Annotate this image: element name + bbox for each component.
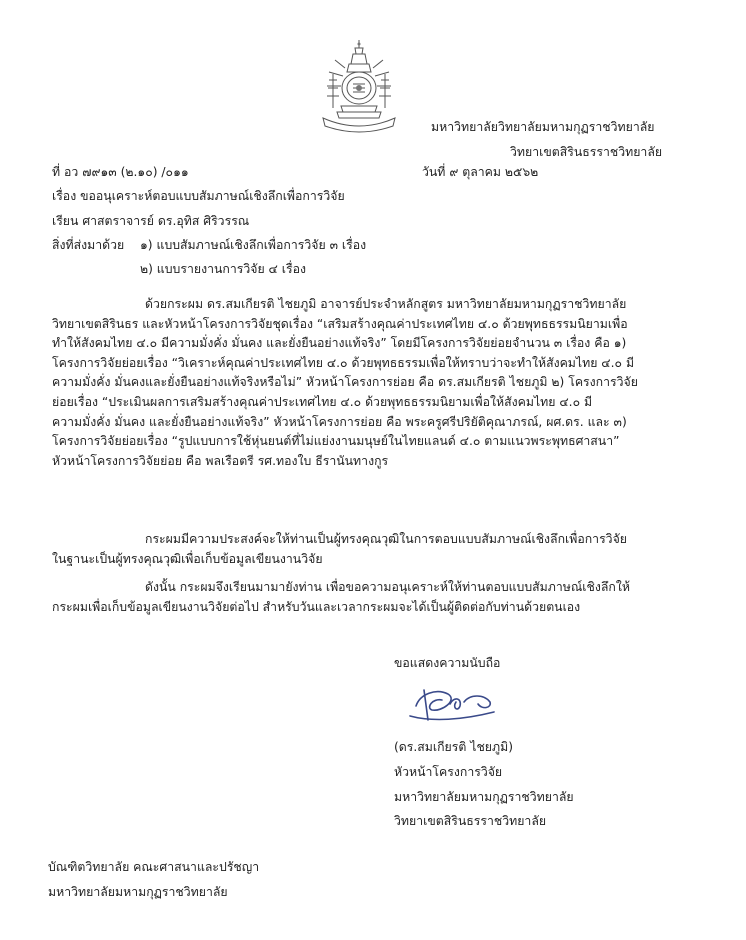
- body-line: โครงการวิจัยย่อยเรื่อง “รูปแบบการใช้หุ่นยนต์ที่ไม่แย่งงานมนุษย์ในไทยแลนด์ ๔.๐ ตามแนวพระพุทธศาสนา”: [52, 434, 620, 449]
- body-line: กระผมเพื่อเก็บข้อมูลเขียนงานวิจัยต่อไป สำหรับวันและเวลากระผมจะได้เป็นผู้ติดต่อกับท่านด้วยตนเอง: [52, 599, 581, 614]
- signer-campus: วิทยาเขตสิรินธรราชวิทยาลัย: [394, 814, 547, 828]
- body-line: โครงการวิจัยย่อยเรื่อง “วิเคราะห์คุณค่าประเทศไทย ๔.๐ ด้วยพุทธธรรมเพื่อให้ทราบว่าจะทำให้สังคมไทย ๔.๐ มี: [52, 355, 635, 370]
- body-paragraph-3: [52, 578, 677, 617]
- signature-icon: [402, 676, 502, 728]
- signer-name: (ดร.สมเกียรติ ไชยภูมิ): [394, 740, 514, 754]
- enclosures-label: สิ่งที่ส่งมาด้วย: [52, 238, 125, 252]
- body-line: ดังนั้น กระผมจึงเรียนมามายังท่าน เพื่อขอความอนุเคราะห์ให้ท่านตอบแบบสัมภาษณ์เชิงลึกให้: [145, 580, 630, 594]
- body-line: ย่อยเรื่อง “ประเมินผลการเสริมสร้างคุณค่าประเทศไทย ๔.๐ ด้วยพุทธธรรมนิยามเพื่อให้สังคมไทย ๔.๐ มี: [52, 394, 593, 409]
- closing-text: ขอแสดงความนับถือ: [394, 656, 501, 670]
- sender-campus: วิทยาเขตสิรินธรราชวิทยาลัย: [510, 145, 663, 159]
- signer-university: มหาวิทยาลัยมหามกุฏราชวิทยาลัย: [394, 790, 574, 804]
- footer-department: บัณฑิตวิทยาลัย คณะศาสนาและปรัชญา: [48, 860, 260, 874]
- enclosure-item: ๒) แบบรายงานการวิจัย ๔ เรื่อง: [140, 262, 306, 276]
- body-line: ความมั่งคั่ง มั่นคงและยั่งยืนอย่างแท้จริงหรือไม่” หัวหน้าโครงการย่อย คือ ดร.สมเกียรติ ไชยภูมิ ๒) โครงการวิจัย: [52, 375, 638, 390]
- body-line: หัวหน้าโครงการวิจัยย่อย คือ พลเรือตรี รศ.ทองใบ ธีรานันทางกูร: [52, 453, 389, 468]
- footer-university: มหาวิทยาลัยมหามกุฏราชวิทยาลัย: [48, 885, 228, 899]
- letter-subject: เรื่อง ขออนุเคราะห์ตอบแบบสัมภาษณ์เชิงลึกเพื่อการวิจัย: [52, 189, 345, 203]
- body-line: กระผมมีความประสงค์จะให้ท่านเป็นผู้ทรงคุณวุฒิในการตอบแบบสัมภาษณ์เชิงลึกเพื่อการวิจัย: [145, 532, 627, 546]
- signer-position: หัวหน้าโครงการวิจัย: [394, 765, 503, 779]
- body-line: ในฐานะเป็นผู้ทรงคุณวุฒิเพื่อเก็บข้อมูลเขียนงานวิจัย: [52, 551, 323, 566]
- body-line: วิทยาเขตสิรินธร และหัวหน้าโครงการวิจัยชุดเรื่อง “เสริมสร้างคุณค่าประเทศไทย ๔.๐ ด้วยพุทธธรรมนิยามเพื่อ: [52, 316, 628, 331]
- sender-university: มหาวิทยาลัยวิทยาลัยมหามกุฏราชวิทยาลัย: [431, 120, 655, 134]
- body-line: ความมั่งคั่ง มั่นคง และยั่งยืนอย่างแท้จริง” หัวหน้าโครงการย่อย คือ พระครูศรีปริยัติคุณาภรณ์, ผศ.ดร. และ ๓): [52, 414, 627, 429]
- letter-recipient: เรียน ศาสตราจารย์ ดร.อุทิส ศิริวรรณ: [52, 214, 250, 228]
- university-emblem-icon: [315, 38, 403, 134]
- body-paragraph-1: [52, 295, 677, 471]
- body-paragraph-2: [52, 530, 677, 569]
- reference-number: ที่ อว ๗๙๑๓ (๒.๑๐) /๐๑๑: [52, 165, 189, 179]
- body-line: ด้วยกระผม ดร.สมเกียรติ ไชยภูมิ อาจารย์ประจำหลักสูตร มหาวิทยาลัยมหามกุฏราชวิทยาลัย: [145, 297, 627, 311]
- body-line: ทำให้สังคมไทย ๔.๐ มีความมั่งคั่ง มั่นคง และยั่งยืนอย่างแท้จริง” โดยมีโครงการวิจัยย่อยจำนวน ๓ เรื่อง คือ ๑): [52, 336, 627, 351]
- enclosure-item: ๑) แบบสัมภาษณ์เชิงลึกเพื่อการวิจัย ๓ เรื่อง: [140, 238, 367, 252]
- letter-date: วันที่ ๙ ตุลาคม ๒๕๖๒: [422, 165, 539, 179]
